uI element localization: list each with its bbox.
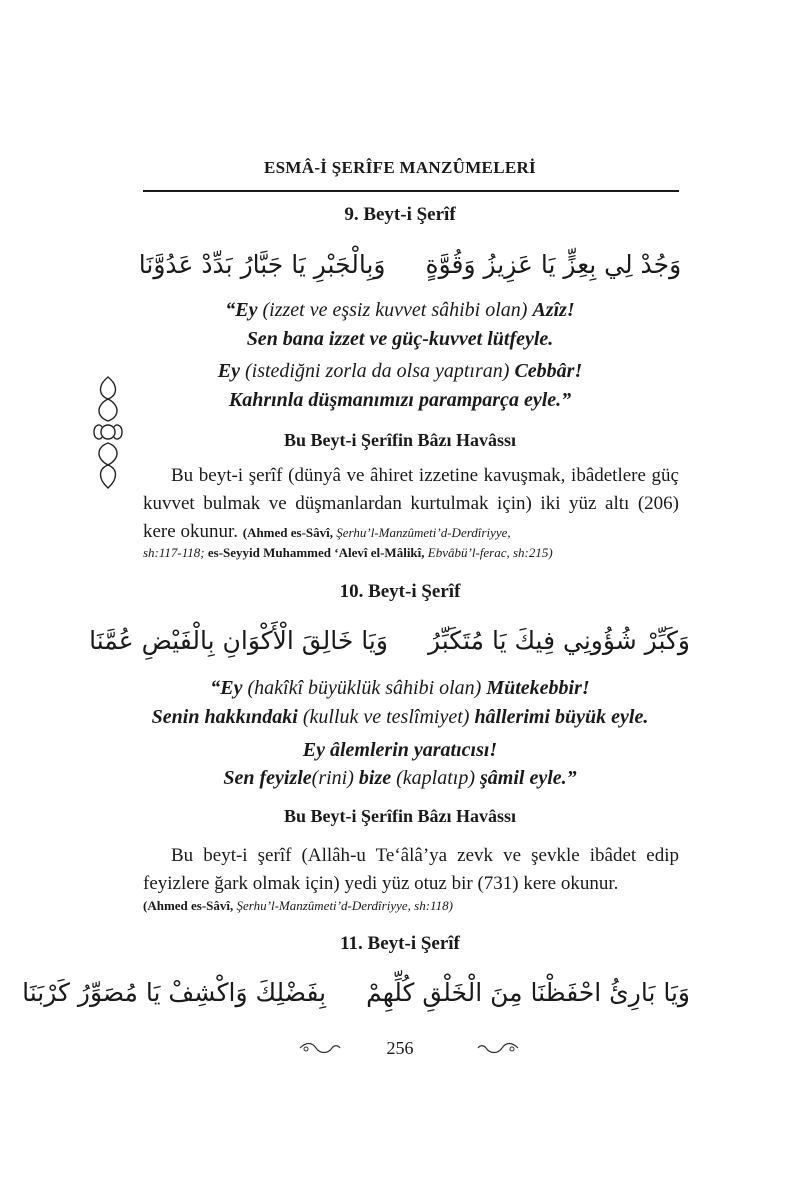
translation-bold: Ey âlemlerin yaratıcısı! <box>302 739 498 761</box>
translation-note: (rini) <box>311 767 354 789</box>
translation-line <box>0 674 800 703</box>
source-page: sh:117-118; <box>143 545 205 560</box>
translation-line <box>0 703 800 732</box>
translation-bold: Cebbâr! <box>514 360 583 382</box>
source-book: Ebvâbü’l-ferac, sh:215) <box>427 545 553 560</box>
translation-bold: “Ey <box>210 677 243 699</box>
havass-title-9: Bu Beyt-i Şerîfin Bâzı Havâssı <box>283 430 516 450</box>
translation-note: (kulluk ve teslîmiyet) <box>302 706 470 728</box>
arabic-hemistich-left: وَبِالْجَبْرِ يَا جَبَّارُ بَدِّدْ عَدُوَّنَا <box>138 250 386 279</box>
translation-bold: Mütekebbir! <box>486 677 590 699</box>
translation-bold: bize <box>358 767 392 789</box>
havass-paragraph-10 <box>143 842 679 898</box>
translation-bold: hâllerimi büyük eyle. <box>474 706 649 728</box>
section-title-beyt-9: 9. Beyt-i Şerîf <box>344 204 456 225</box>
paragraph-text: Bu beyt-i şerîf (dünyâ ve âhiret izzetine kavuşmak, ibâdetlere güç kuvvet bulmak ve düşmanlardan kurtulmak için) iki yüz altı (206) kere okunur. <box>143 465 679 542</box>
page-number: 256 <box>386 1038 414 1058</box>
arabic-verse-11 <box>22 978 690 1007</box>
arabic-verse-10 <box>89 626 690 655</box>
arabic-hemistich-left: بِفَضْلِكَ وَاكْشِفْ يَا مُصَوِّرُ كَرْبَنَا <box>22 978 327 1007</box>
translation-bold: Ey <box>217 360 240 382</box>
paragraph-text: Bu beyt-i şerîf (Allâh-u Te‘âlâ’ya zevk ve şevkle ibâdet edip feyizlere ğark olmak için) yedi yüz otuz bir (731) kere okunur. <box>143 845 679 894</box>
arabic-verse-9 <box>130 250 690 279</box>
section-title-beyt-11: 11. Beyt-i Şerîf <box>340 933 460 954</box>
translation-note: (hakîkî büyüklük sâhibi olan) <box>247 677 482 699</box>
translation-note: (izzet ve eşsiz kuvvet sâhibi olan) <box>262 299 528 321</box>
source-book: Şerhu’l-Manzûmeti’d-Derdîriyye, <box>336 525 511 540</box>
source-author: (Ahmed es-Sâvî, <box>143 898 234 913</box>
source-citation <box>243 525 511 540</box>
translation-note: (kaplatıp) <box>396 767 475 789</box>
header-rule <box>143 190 679 192</box>
translation-line <box>0 386 800 415</box>
section-title-beyt-10: 10. Beyt-i Şerîf <box>339 581 461 602</box>
source-citation-line <box>143 897 679 915</box>
source-author: (Ahmed es-Sâvî, <box>242 525 334 540</box>
swirl-ornament-right-icon <box>476 1040 520 1056</box>
translation-bold: Sen bana izzet ve güç-kuvvet lütfeyle. <box>246 328 554 350</box>
source-author: es-Seyyid Muhammed ‘Alevî el-Mâlikî, <box>207 545 425 560</box>
translation-bold: “Ey <box>225 299 258 321</box>
arabic-hemistich-left: وَيَا خَالِقَ الْأَكْوَانِ بِالْفَيْضِ عُمَّنَا <box>89 626 388 655</box>
translation-line <box>0 357 800 386</box>
translation-line <box>0 764 800 793</box>
translation-line <box>0 325 800 354</box>
translation-bold: Sen feyizle <box>223 767 312 789</box>
source-citation-line <box>143 544 679 562</box>
havass-title-10: Bu Beyt-i Şerîfin Bâzı Havâssı <box>283 806 516 826</box>
translation-bold: Azîz! <box>532 299 575 321</box>
arabic-hemistich-right: وَجُدْ لِي بِعِزٍّ يَا عَزِيزُ وَقُوَّةٍ <box>425 250 682 279</box>
translation-bold: şâmil eyle.” <box>479 767 577 789</box>
source-book: Şerhu’l-Manzûmeti’d-Derdîriyye, sh:118) <box>236 898 453 913</box>
translation-note: (istediğni zorla da olsa yaptıran) <box>244 360 510 382</box>
arabic-hemistich-right: وَكَبِّرْ شُؤُونِي فِيكَ يَا مُتَكَبِّرُ <box>427 626 690 655</box>
translation-bold: Senin hakkındaki <box>151 706 298 728</box>
translation-bold: Kahrınla düşmanımızı paramparça eyle.” <box>228 389 572 411</box>
translation-line <box>0 736 800 765</box>
translation-line <box>0 296 800 325</box>
page-header-title: ESMÂ-İ ŞERÎFE MANZÛMELERİ <box>264 158 536 177</box>
havass-paragraph-9 <box>143 462 679 546</box>
arabic-hemistich-right: وَيَا بَارِئُ احْفَظْنَا مِنَ الْخَلْقِ كُلِّهِمْ <box>366 978 690 1007</box>
